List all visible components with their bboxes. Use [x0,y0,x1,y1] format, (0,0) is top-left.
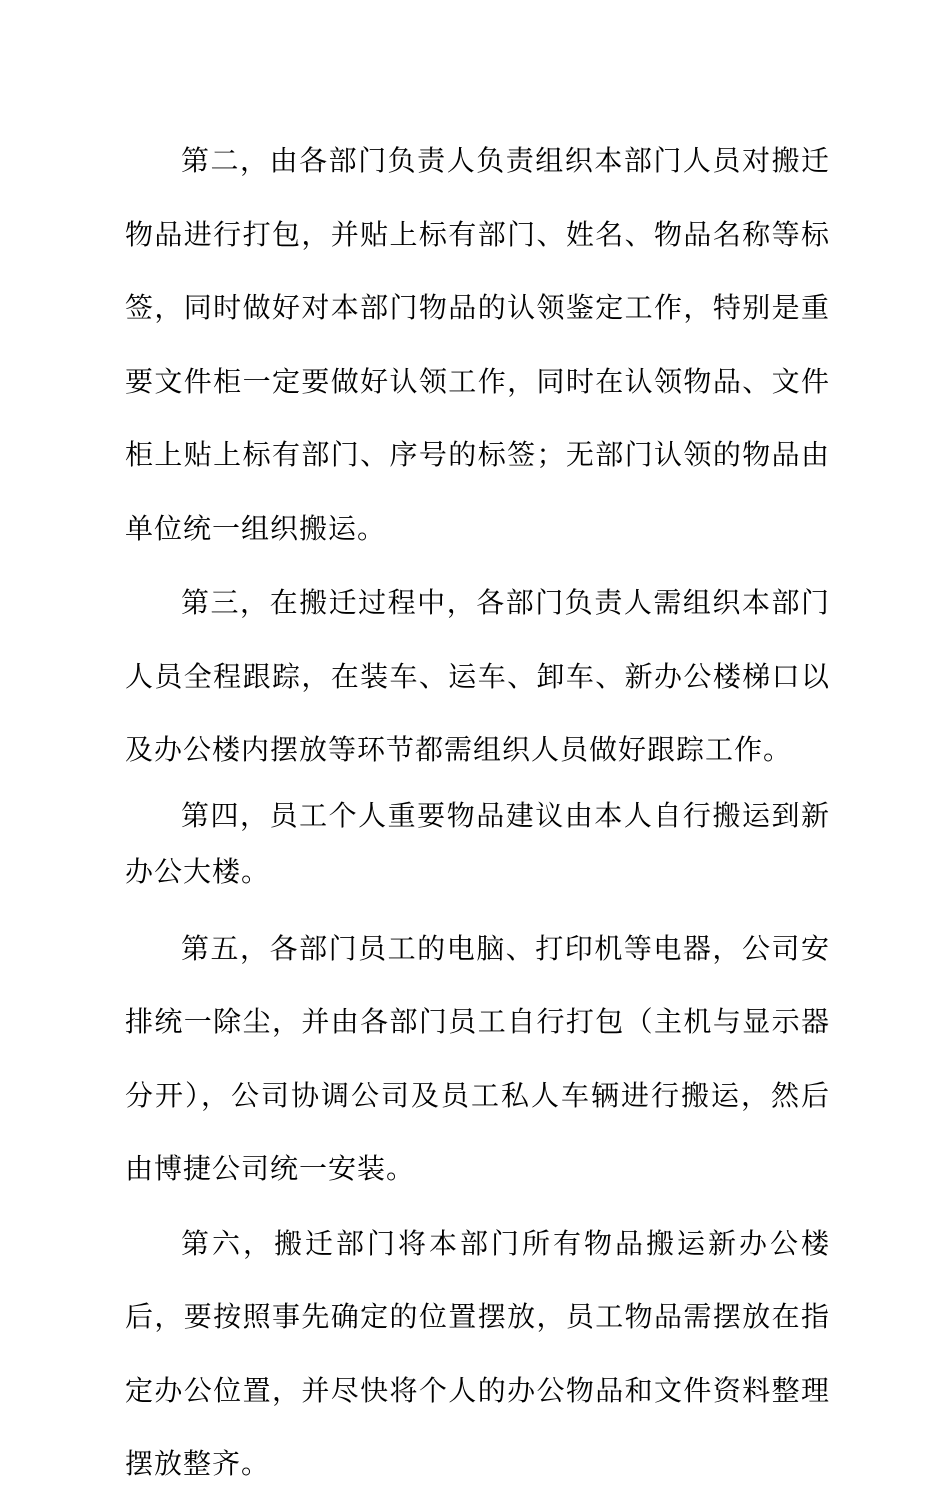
paragraph-second: 第二，由各部门负责人负责组织本部门人员对搬迁物品进行打包，并贴上标有部门、姓名、物品名称等标签，同时做好对本部门物品的认领鉴定工作，特别是重要文件柜一定要做好认领工作，同时在认领物品、文件柜上贴上标有部门、序号的标签；无部门认领的物品由单位统一组织搬运。 [125,144,830,545]
paragraph-third: 第三，在搬迁过程中，各部门负责人需组织本部门人员全程跟踪，在装车、运车、卸车、新办公楼梯口以及办公楼内摆放等环节都需组织人员做好跟踪工作。 [125,586,830,766]
document-body [125,124,830,1501]
paragraph-fifth: 第五，各部门员工的电脑、打印机等电器，公司安排统一除尘，并由各部门员工自行打包（主机与显示器分开），公司协调公司及员工私人车辆进行搬运，然后由博捷公司统一安装。 [125,931,830,1185]
paragraph-fourth: 第四，员工个人重要物品建议由本人自行搬运到新办公大楼。 [125,798,830,888]
paragraph-sixth: 第六，搬迁部门将本部门所有物品搬运新办公楼后，要按照事先确定的位置摆放，员工物品需摆放在指定办公位置，并尽快将个人的办公物品和文件资料整理摆放整齐。 [125,1226,830,1480]
